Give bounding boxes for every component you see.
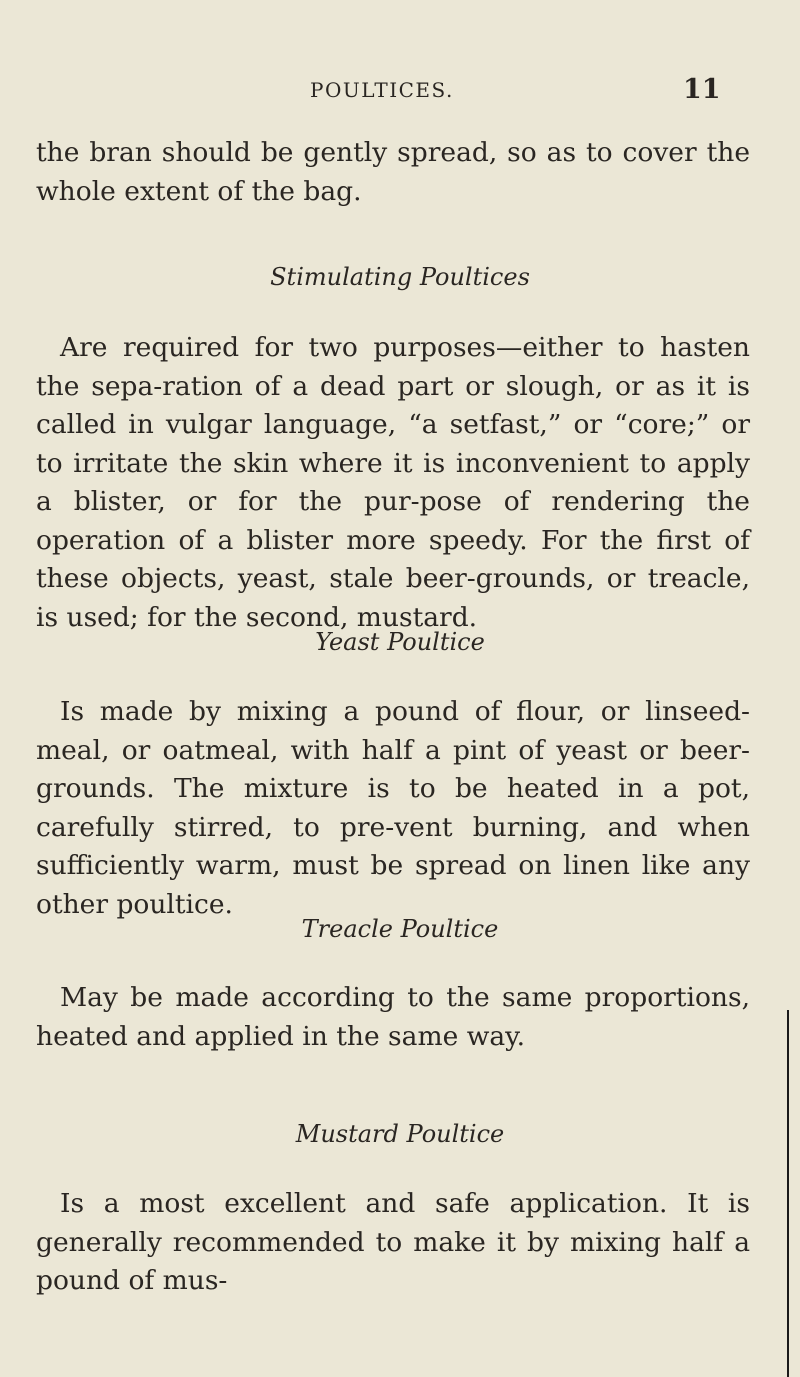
page-number: 11 [683,74,721,105]
heading-treacle-poultice: Treacle Poultice [301,915,499,943]
heading-mustard-poultice: Mustard Poultice [295,1120,505,1148]
paragraph-treacle-poultice: May be made according to the same proportions, heated and applied in the same way. [36,982,750,1052]
heading-yeast-poultice: Yeast Poultice [315,628,485,656]
paragraph-mustard-poultice: Is a most excellent and safe application. It is generally recommended to make it by mixing half a pound of mus- [36,1188,750,1296]
paragraph-continuation: the bran should be gently spread, so as to cover the whole extent of the bag. [36,137,750,207]
paragraph-stimulating-poultices: Are required for two purposes—either to hasten the sepa-ration of a dead part or slough, or as it is called in vulgar language, “a setfast,” or “core;” or to irritate the skin where it is inconvenient to apply a blister, or for the pur-pose of rendering the operation of a blister more speedy. For the first of these objects, yeast, stale beer-grounds, or treacle, is used; for the second, mustard. [36,332,750,633]
paragraph-yeast-poultice: Is made by mixing a pound of flour, or linseed-meal, or oatmeal, with half a pint of yeast or beer-grounds. The mixture is to be heated in a pot, carefully stirred, to pre-vent burning, and when sufficiently warm, must be spread on linen like any other poultice. [36,696,750,920]
running-head [0,74,800,114]
binding-edge-shadow [787,1010,789,1377]
heading-stimulating-poultices: Stimulating Poultices [270,263,530,291]
running-title: POULTICES. [310,78,454,102]
